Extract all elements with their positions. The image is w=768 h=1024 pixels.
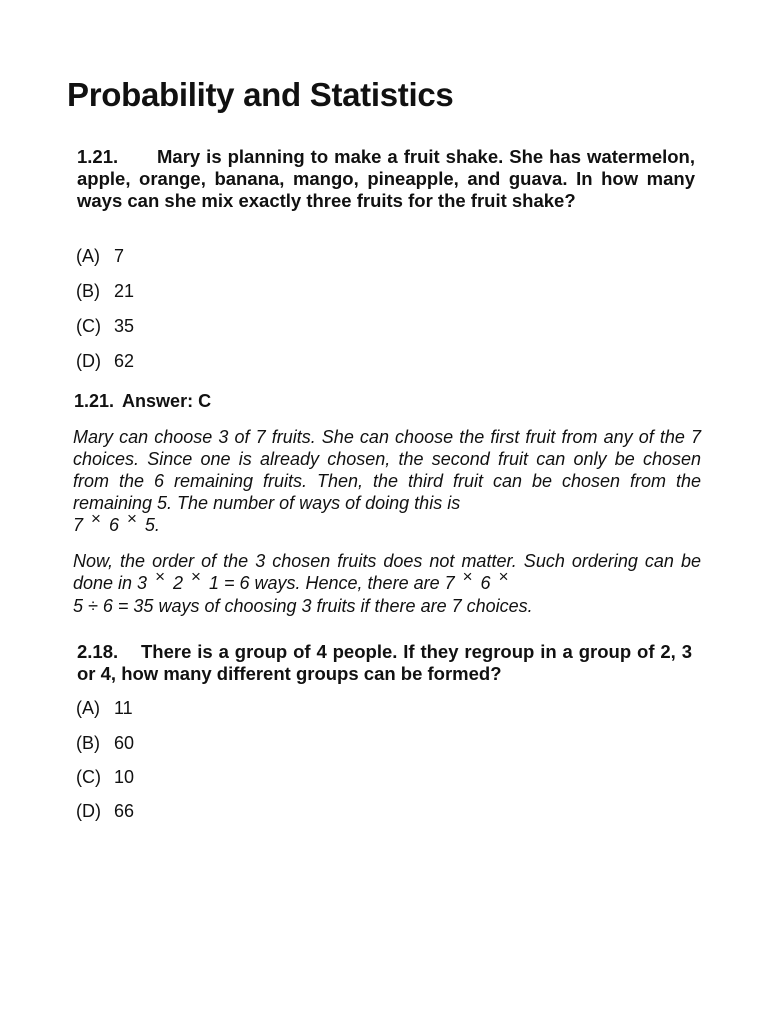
page-title: Probability and Statistics bbox=[67, 76, 454, 113]
question-1-text: Mary is planning to make a fruit shake. She has watermelon, apple, orange, banana, mango, pineapple, and guava. In how many ways can she mix exactly three fruits for the fruit shake? bbox=[77, 146, 695, 211]
answer-1-explanation-paragraph-2 bbox=[73, 550, 701, 617]
answer-1-explanation-paragraph-1 bbox=[73, 426, 701, 537]
question-1 bbox=[77, 146, 695, 212]
answer-1-heading bbox=[74, 391, 211, 412]
question-2-option-b bbox=[76, 732, 134, 754]
explanation-text: Now, the order of the 3 chosen fruits does not matter. Such ordering can be done in 3 bbox=[73, 551, 701, 593]
option-value: 60 bbox=[114, 733, 135, 753]
answer-1-number: 1.21. bbox=[74, 391, 115, 411]
explanation-text: 5 ÷ 6 = 35 ways of choosing 3 fruits if there are 7 choices. bbox=[73, 596, 533, 616]
expr-6: 6 bbox=[480, 573, 491, 593]
option-value: 11 bbox=[114, 698, 133, 718]
question-2-text: There is a group of 4 people. If they regroup in a group of 2, 3 or 4, how many different groups can be formed? bbox=[77, 641, 692, 684]
option-letter: (A) bbox=[76, 698, 100, 718]
question-1-option-c bbox=[76, 315, 134, 337]
times-symbol: × bbox=[191, 567, 201, 586]
option-value: 35 bbox=[114, 316, 135, 336]
option-letter: (B) bbox=[76, 281, 100, 301]
option-value: 10 bbox=[114, 767, 135, 787]
expr-7: 7 bbox=[73, 515, 84, 535]
expr-6: 6 bbox=[108, 515, 119, 535]
times-symbol: × bbox=[91, 509, 101, 528]
question-2-option-d bbox=[76, 800, 134, 822]
question-1-option-d bbox=[76, 350, 134, 372]
question-1-option-b bbox=[76, 280, 134, 302]
question-2-option-a bbox=[76, 697, 133, 719]
question-2-option-c bbox=[76, 766, 134, 788]
option-value: 21 bbox=[114, 281, 135, 301]
explanation-text: 1 = 6 ways. Hence, there are 7 bbox=[208, 573, 455, 593]
times-symbol: × bbox=[155, 567, 166, 586]
option-value: 7 bbox=[114, 246, 125, 266]
option-letter: (D) bbox=[76, 801, 101, 821]
times-symbol: × bbox=[462, 567, 473, 586]
option-letter: (C) bbox=[76, 767, 101, 787]
option-value: 66 bbox=[114, 801, 135, 821]
expr-5: 5. bbox=[144, 515, 160, 535]
option-letter: (A) bbox=[76, 246, 100, 266]
answer-1-label: Answer: C bbox=[122, 391, 212, 411]
question-1-option-a bbox=[76, 245, 124, 267]
option-letter: (B) bbox=[76, 733, 100, 753]
option-letter: (D) bbox=[76, 351, 101, 371]
question-1-number: 1.21. bbox=[77, 146, 119, 167]
question-2-number: 2.18. bbox=[77, 641, 119, 662]
times-symbol: × bbox=[498, 567, 509, 586]
explanation-text: Mary can choose 3 of 7 fruits. She can choose the first fruit from any of the 7 choices. Since one is already chosen, the second fruit can only be chosen from the 6 remaining fruits. Then, the third fruit can be chosen from the remaining 5. The number of ways of doing this is bbox=[73, 427, 701, 513]
times-symbol: × bbox=[126, 509, 137, 528]
option-letter: (C) bbox=[76, 316, 101, 336]
question-2 bbox=[77, 641, 692, 685]
expr-2: 2 bbox=[173, 573, 184, 593]
option-value: 62 bbox=[114, 351, 135, 371]
